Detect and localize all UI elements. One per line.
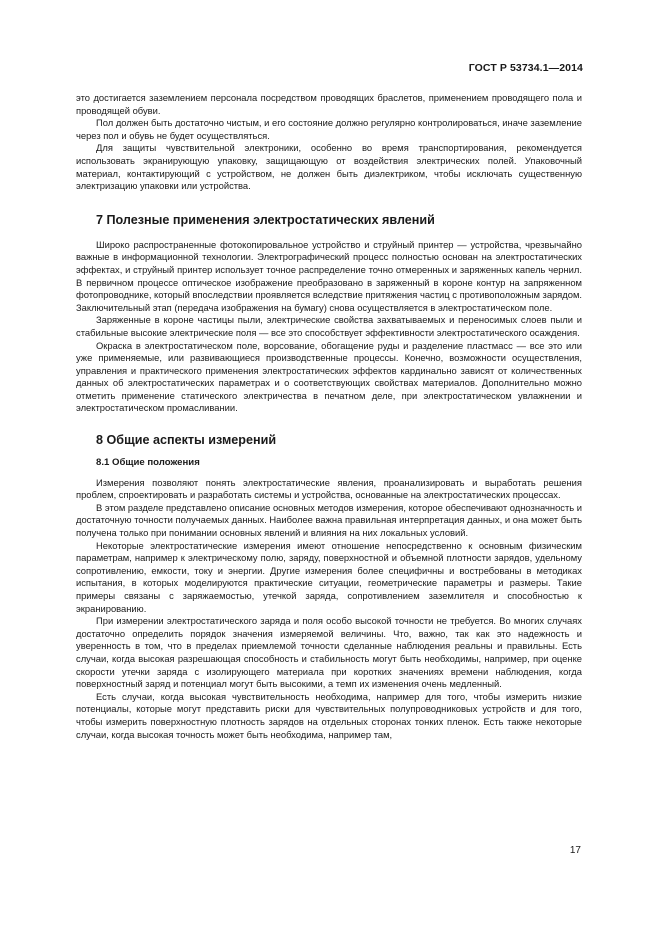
- paragraph: Есть случаи, когда высокая чувствительность необходима, например для того, чтобы измерить низкие потенциалы, которые могут представить риски для чувствительных полупроводниковых устройств и для того, чтобы измерить поверхностную плотность зарядов на отдельных сторонах тонких пленок. Есть также некоторые случаи, когда высокая точность может быть необходима, например там,: [76, 690, 582, 740]
- paragraph: Широко распространенные фотокопировальное устройство и струйный принтер — устройства, чрезвычайно важные в информационной технологии. Электрографический процесс полностью основан на электростатических эффектах, и струйный принтер использует точное распределение точно отмеренных и заряженных капель чернил. В первичном процессе оптическое изображение преобразовано в заряженный в короне контур на запряженном фотопроводнике, который впоследствии проявляется вследствие притяжения частиц с противоположным зарядом. Заключительный этап (передача изображения на бумагу) снова осуществляется в электростатическом поле.: [76, 238, 582, 313]
- paragraph: Окраска в электростатическом поле, ворсование, обогащение руды и разделение пластмасс — все это или уже применяемые, или развивающиеся производственные процессы. Конечно, возможности осуществления, управления и практического применения электростатических эффектов кардинально зависят от количественных данных об электростатических параметрах и о соответствующих свойствах материалов. Дополнительно можно отметить применение статического электричества в печатном деле, при электростатическом увлажнении и электростатическом промасливании.: [76, 339, 582, 414]
- paragraph: При измерении электростатического заряда и поля особо высокой точности не требуется. Во многих случаях достаточно определить порядок значения измеряемой величины. Что, важно, так как это надежность и уверенность в том, что в пределах приемлемой точности сделанные наблюдения реальны и правильны. Есть случаи, когда высокая разрешающая способность и стабильность могут быть необходимы, например, при оценке скорости утечки заряда с изолирующего материала при коротких значениях времени наблюдения, когда поверхностный заряд и потенциал могут быть высокими, а темп их изменения очень медленный.: [76, 615, 582, 690]
- paragraph: Пол должен быть достаточно чистым, и его состояние должно регулярно контролироваться, иначе заземление через пол и обувь не будет осуществляться.: [76, 117, 582, 141]
- document-body: [76, 92, 582, 741]
- subsection-heading-8-1: 8.1 Общие положения: [96, 457, 200, 469]
- section-heading-7: 7 Полезные применения электростатических явлений: [96, 212, 435, 227]
- paragraph: Для защиты чувствительной электроники, особенно во время транспортирования, рекомендуется использовать экранирующую упаковку, защищающую от воздействия электрических полей. Упаковочный материал, контактирующий с устройством, не должен быть диэлектриком, чтобы исключать существенную электризацию упаковки или устройства.: [76, 142, 582, 192]
- paragraph: это достигается заземлением персонала посредством проводящих браслетов, применением проводящего пола и проводящей обуви.: [76, 92, 582, 116]
- standard-header: ГОСТ Р 53734.1—2014: [468, 62, 583, 74]
- paragraph: Заряженные в короне частицы пыли, электрические свойства захватываемых и переносимых слоев пыли и стабильные высокие электрические поля — все это способствует эффективности электростатического осаждения.: [76, 314, 582, 338]
- paragraph: Некоторые электростатические измерения имеют отношение непосредственно к основным физическим параметрам, например к электрическому полю, заряду, поверхностной и объемной плотности зарядов, удельному сопротивлению, емкости, току и энергии. Другие измерения более специфичны и востребованы в методиках испытания, в которых моделируются практические ситуации, геометрические параметры и размеры. Такие примеры связаны с заряжаемостью, утечкой заряда, сопротивлением заземлителя и способностью к экранированию.: [76, 539, 582, 614]
- page-number: 17: [569, 845, 581, 856]
- paragraph: Измерения позволяют понять электростатические явления, проанализировать и выработать решения проблем, спроектировать и разработать системы и устройства, основанные на электростатических процессах.: [76, 476, 582, 501]
- paragraph: В этом разделе представлено описание основных методов измерения, которое обеспечивают однозначность и достаточную точности получаемых данных. Наиболее важна правильная интерпретация данных, и она может быть получена только при понимании основных явлений и влияния на них локальных условий.: [76, 501, 582, 539]
- section-heading-8: 8 Общие аспекты измерений: [96, 433, 277, 448]
